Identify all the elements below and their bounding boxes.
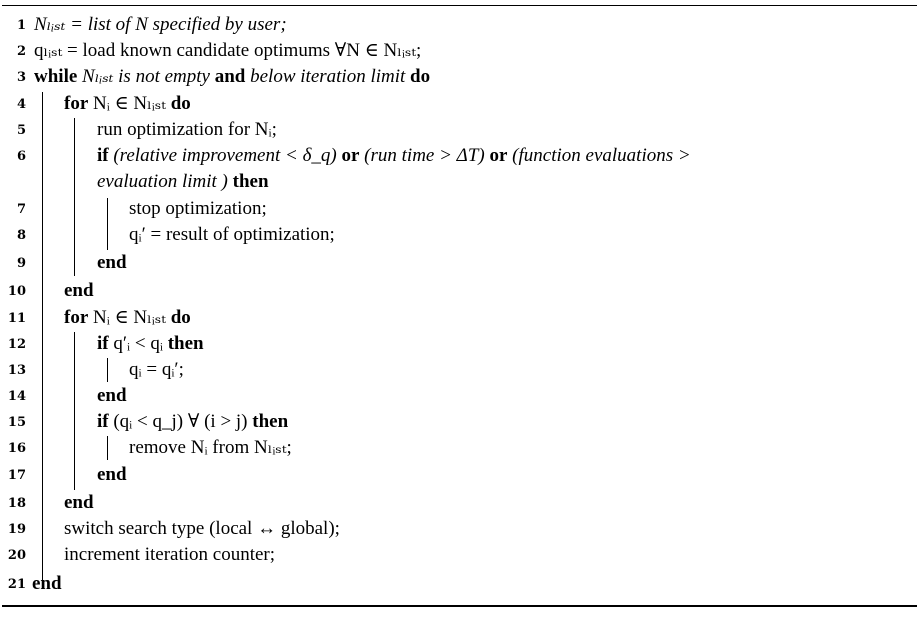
line-text: qᵢ = qᵢ′; — [129, 359, 184, 380]
keyword-do: do — [170, 93, 191, 114]
line-number: 1 — [16, 18, 26, 33]
algorithm-line — [0, 278, 921, 304]
keyword-then: then — [252, 411, 289, 432]
line-text: run optimization for Nᵢ; — [97, 119, 277, 140]
line-text — [64, 491, 94, 515]
line-text: remove Nᵢ from Nₗᵢₛₜ; — [129, 437, 292, 458]
algorithm-line — [0, 383, 921, 409]
line-text: while Nₗᵢₛₜ is not empty and below iteration limit do — [34, 66, 431, 87]
line-text — [97, 463, 127, 487]
algorithm-line — [0, 435, 921, 461]
algorithm-line — [0, 409, 921, 435]
algorithm-line — [0, 516, 921, 542]
algorithm-line — [0, 331, 921, 357]
line-number: 2 — [16, 44, 26, 59]
line-text: if (qᵢ < q_j) ∀ (i > j) then — [97, 411, 289, 432]
line-text: qᵢ′ = result of optimization; — [129, 224, 335, 245]
line-number: 10 — [7, 284, 26, 299]
line-number: 8 — [16, 228, 26, 243]
keyword-end: end — [32, 573, 62, 594]
line-text: for Nᵢ ∈ Nₗᵢₛₜ do — [64, 307, 191, 328]
keyword-if: if — [97, 411, 109, 432]
line-number: 5 — [16, 123, 26, 138]
keyword-end: end — [64, 492, 94, 513]
line-number: 20 — [7, 548, 26, 563]
keyword-then: then — [167, 333, 204, 354]
keyword-end: end — [97, 252, 127, 273]
line-text: qₗᵢₛₜ = load known candidate optimums ∀N ∈ Nₗᵢₛₜ; — [34, 40, 422, 61]
algorithm-bottom-rule — [2, 605, 917, 607]
keyword-do: do — [410, 66, 431, 87]
algorithm-line — [0, 222, 921, 248]
keyword-or: or — [489, 145, 508, 166]
algorithm-line — [0, 12, 921, 38]
algorithm-line — [0, 571, 921, 597]
line-number: 4 — [16, 97, 26, 112]
line-text: stop optimization; — [129, 198, 267, 219]
line-number: 12 — [7, 337, 26, 352]
line-text: if q′ᵢ < qᵢ then — [97, 333, 204, 354]
keyword-for: for — [64, 93, 89, 114]
keyword-and: and — [214, 66, 246, 87]
line-number: 19 — [7, 522, 26, 537]
algorithm-line — [0, 542, 921, 568]
algorithm-line — [0, 117, 921, 143]
algorithm-line — [0, 169, 921, 195]
algorithm-line — [0, 462, 921, 488]
line-number: 14 — [7, 389, 26, 404]
line-text: evaluation limit ) then — [97, 171, 269, 192]
keyword-then: then — [232, 171, 269, 192]
algorithm-line — [0, 38, 921, 64]
keyword-end: end — [97, 464, 127, 485]
line-text: switch search type (local ↔ global); — [64, 518, 340, 539]
line-text: Nₗᵢₛₜ = list of N specified by user; — [34, 14, 287, 35]
algorithm-line — [0, 196, 921, 222]
line-text — [97, 384, 127, 408]
algorithm-line — [0, 91, 921, 117]
algorithm-line — [0, 305, 921, 331]
line-number: 7 — [16, 202, 26, 217]
keyword-do: do — [170, 307, 191, 328]
line-number: 11 — [7, 311, 26, 326]
line-number: 6 — [16, 149, 26, 164]
line-text — [64, 279, 94, 303]
keyword-if: if — [97, 333, 109, 354]
algorithm-line — [0, 250, 921, 276]
line-text: if (relative improvement < δ_q) or (run time > ΔT) or (function evaluations > — [97, 145, 691, 166]
keyword-while: while — [34, 66, 78, 87]
line-number: 18 — [7, 496, 26, 511]
algorithm-line — [0, 64, 921, 90]
line-number: 9 — [16, 256, 26, 271]
keyword-if: if — [97, 145, 109, 166]
line-text: increment iteration counter; — [64, 544, 276, 565]
line-number: 17 — [7, 468, 26, 483]
line-number: 3 — [16, 70, 26, 85]
algorithm-line — [0, 357, 921, 383]
line-number: 13 — [7, 363, 26, 378]
algorithm-top-rule — [2, 5, 917, 6]
line-text: for Nᵢ ∈ Nₗᵢₛₜ do — [64, 93, 191, 114]
line-text — [32, 572, 62, 596]
algorithm-line — [0, 143, 921, 169]
keyword-end: end — [64, 280, 94, 301]
line-number: 21 — [7, 577, 26, 592]
keyword-end: end — [97, 385, 127, 406]
line-text — [97, 251, 127, 275]
algorithm-line — [0, 490, 921, 516]
line-number: 16 — [7, 441, 26, 456]
keyword-or: or — [341, 145, 360, 166]
line-number: 15 — [7, 415, 26, 430]
keyword-for: for — [64, 307, 89, 328]
